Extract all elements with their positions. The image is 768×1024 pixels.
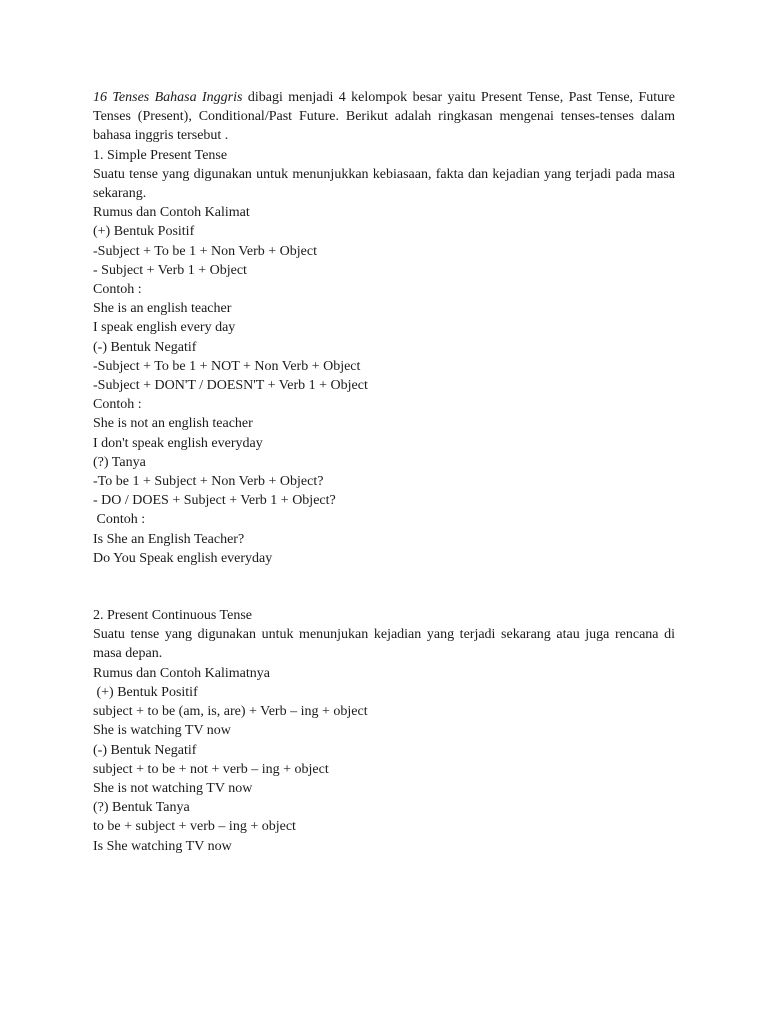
section2-line: (+) Bentuk Positif — [93, 684, 198, 700]
section1-line: Rumus dan Contoh Kalimat — [93, 205, 250, 221]
section1-line: - DO / DOES + Subject + Verb 1 + Object? — [93, 493, 336, 509]
section2-line: subject + to be + not + verb – ing + object — [93, 761, 329, 777]
section1-line: -Subject + To be 1 + Non Verb + Object — [93, 243, 317, 259]
section2-line: She is watching TV now — [93, 723, 231, 739]
section2-line: Is She watching TV now — [93, 838, 232, 854]
section1-line: Contoh : — [93, 282, 142, 298]
section2-description: Suatu tense yang digunakan untuk menunjukan kejadian yang terjadi sekarang atau juga rencana di masa depan. — [93, 627, 675, 662]
section1-line: -To be 1 + Subject + Non Verb + Object? — [93, 474, 324, 490]
section2-line: (?) Bentuk Tanya — [93, 800, 190, 816]
section1-description: Suatu tense yang digunakan untuk menunjukkan kebiasaan, fakta dan kejadian yang terjadi pada masa sekarang. — [93, 166, 675, 202]
intro-italic-lead: 16 Tenses Bahasa Inggris — [93, 90, 243, 105]
section1-line: I don't speak english everyday — [93, 435, 263, 451]
section1-line: -Subject + DON'T / DOESN'T + Verb 1 + Object — [93, 378, 368, 394]
section1-line: I speak english every day — [93, 320, 236, 336]
intro-paragraph — [93, 88, 675, 146]
section1-line: Contoh : — [93, 512, 146, 528]
section2-line: (-) Bentuk Negatif — [93, 742, 197, 758]
section1-line: Is She an English Teacher? — [93, 531, 245, 547]
section2-line: subject + to be (am, is, are) + Verb – ing + object — [93, 704, 368, 720]
document-page — [93, 88, 675, 856]
section1-heading: 1. Simple Present Tense — [93, 147, 228, 163]
section1-line: Contoh : — [93, 397, 142, 413]
section1-line: (?) Tanya — [93, 454, 146, 470]
section-spacer — [93, 568, 675, 606]
section2-line: She is not watching TV now — [93, 780, 253, 796]
section2-line: Rumus dan Contoh Kalimatnya — [93, 665, 270, 681]
section1-line: - Subject + Verb 1 + Object — [93, 262, 247, 278]
section1-line: -Subject + To be 1 + NOT + Non Verb + Object — [93, 358, 361, 374]
section1-line: (-) Bentuk Negatif — [93, 339, 197, 355]
section1-line: She is not an english teacher — [93, 416, 253, 432]
section1-line: (+) Bentuk Positif — [93, 224, 195, 240]
section2-line: to be + subject + verb – ing + object — [93, 819, 296, 835]
section2-heading: 2. Present Continuous Tense — [93, 608, 252, 624]
intro-text: dibagi menjadi 4 kelompok besar yaitu Present Tense, Past Tense, Future Tenses (Present), Conditional/Past Future. Berikut adalah ringkasan mengenai tenses-tenses dalam bahasa inggris tersebut . — [93, 90, 675, 144]
section1-line: Do You Speak english everyday — [93, 550, 273, 566]
section1-line: She is an english teacher — [93, 301, 232, 317]
